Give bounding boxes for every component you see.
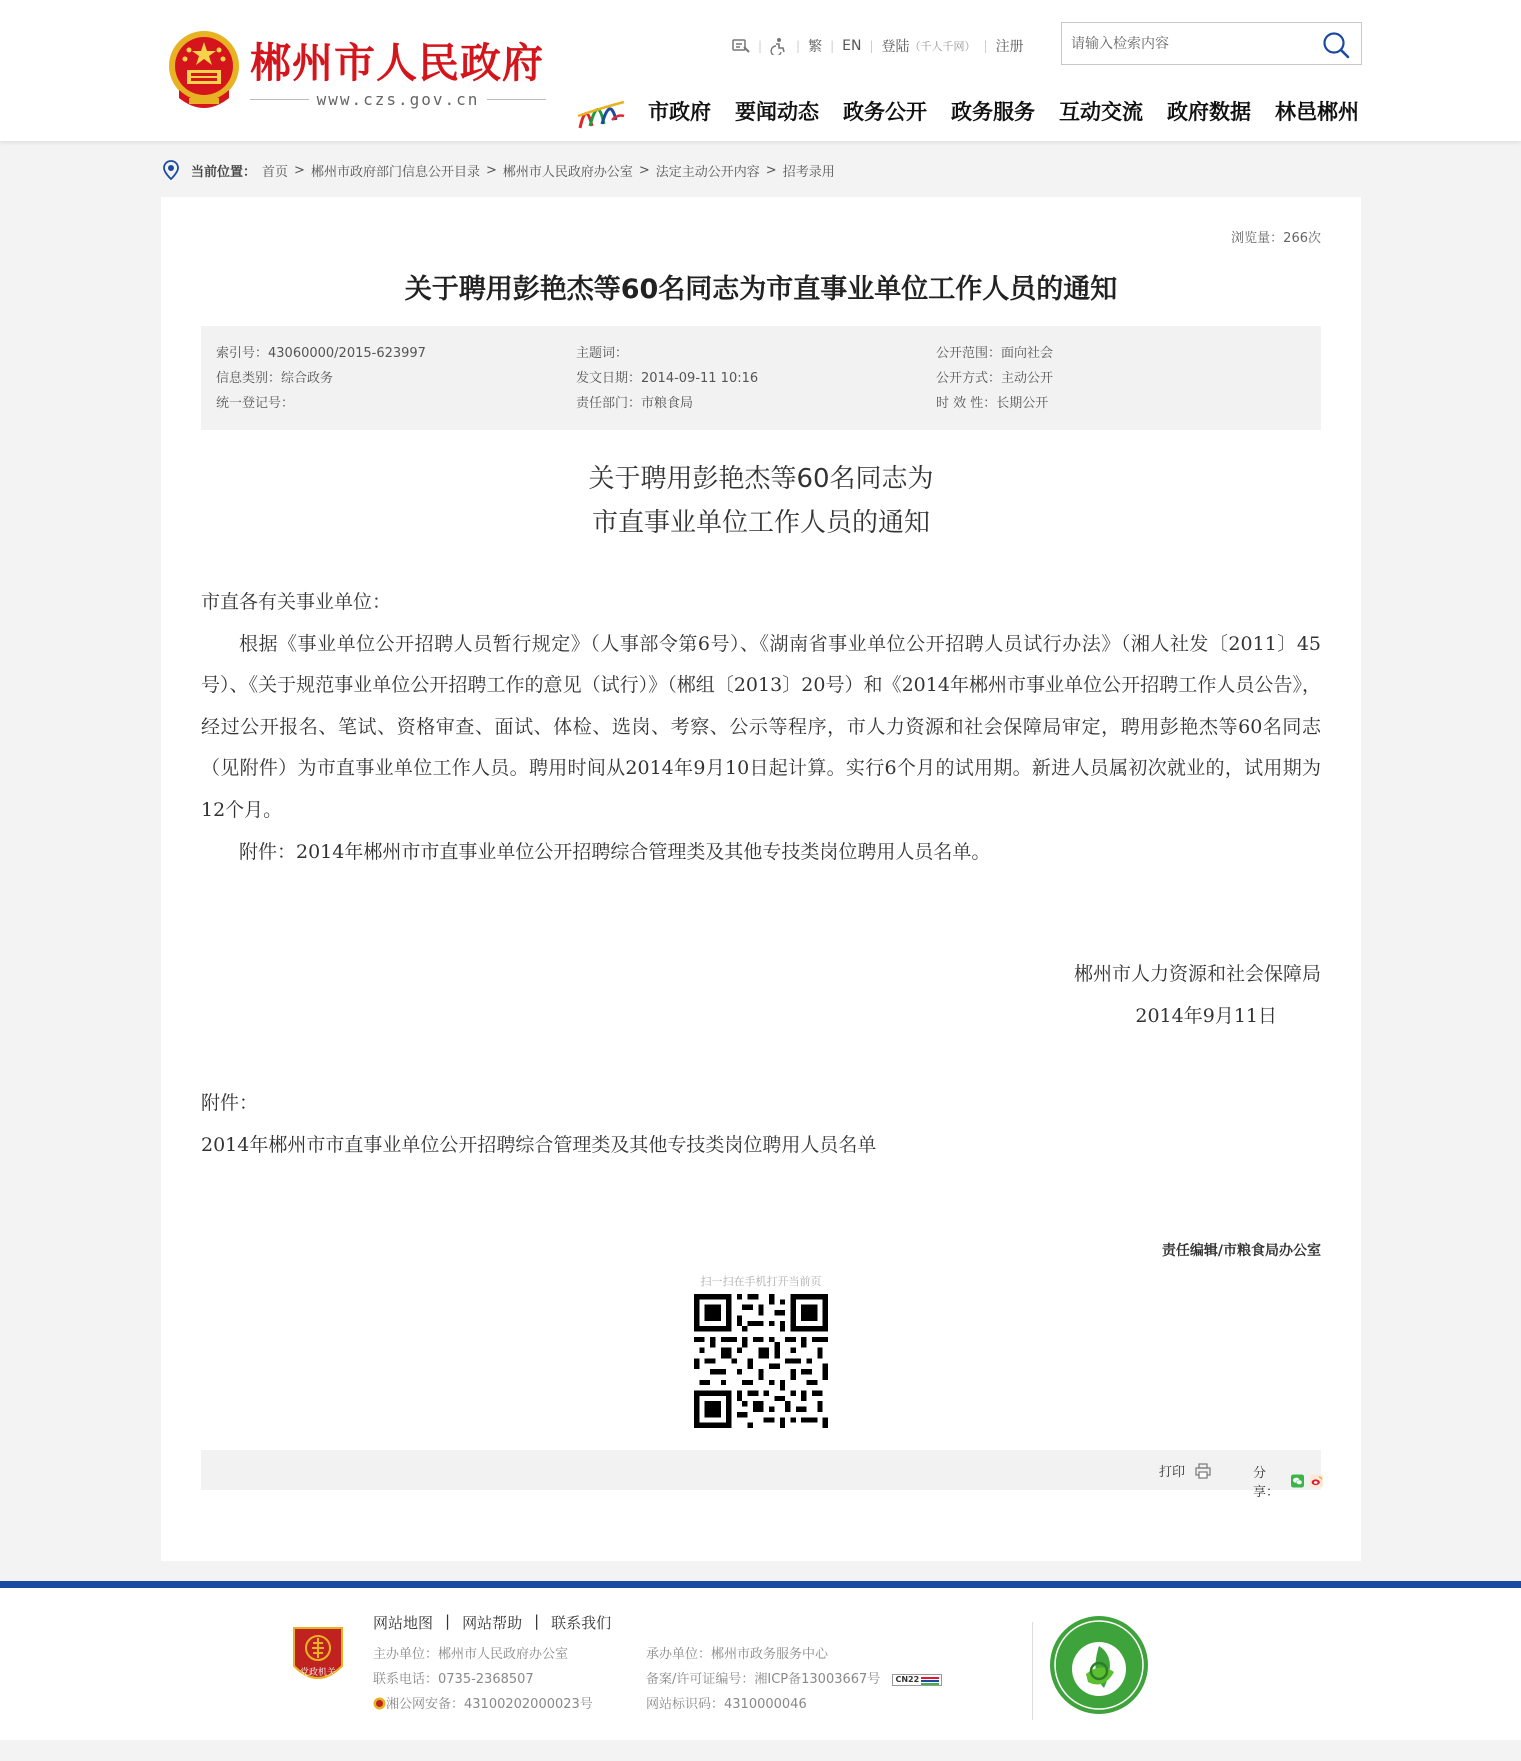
footer-link-contact[interactable]: 联系我们	[551, 1614, 612, 1632]
attachment-label: 附件：	[201, 1092, 259, 1114]
reading-mode-button[interactable]	[724, 38, 758, 54]
breadcrumb	[161, 158, 835, 182]
footer-info-left	[373, 1642, 593, 1717]
login-link[interactable]	[874, 36, 984, 56]
header-toolbar	[724, 34, 1032, 58]
breadcrumb-recruitment[interactable]: 招考录用	[782, 164, 835, 180]
meta-method: 公开方式：主动公开	[936, 371, 1054, 386]
signature	[1074, 954, 1321, 1037]
document-title	[161, 457, 1361, 545]
national-emblem-icon[interactable]	[165, 28, 243, 112]
badge-text: 党政机关	[299, 1668, 337, 1678]
footer-site-id: 网站标识码：4310000046	[646, 1697, 807, 1712]
meta-validity: 时 效 性：长期公开	[936, 396, 1049, 411]
footer-icp-text: 备案/许可证编号：湘ICP备13003667号	[646, 1672, 881, 1687]
article-title: 关于聘用彭艳杰等60名同志为市直事业单位工作人员的通知	[404, 274, 1118, 305]
toolbar-divider: |	[983, 39, 988, 53]
view-count: 浏览量：266次	[1231, 231, 1321, 246]
body-paragraph: 附件：2014年郴州市市直事业单位公开招聘综合管理类及其他专技类岗位聘用人员名单。	[239, 840, 991, 863]
search-input[interactable]	[1071, 31, 1311, 57]
civilized-site-seal-icon[interactable]	[1048, 1614, 1150, 1716]
responsible-editor: 责任编辑/市粮食局办公室	[1161, 1243, 1321, 1259]
login-note: （千人千网）	[909, 40, 976, 53]
share-label: 分享：	[1253, 1466, 1280, 1500]
toolbar-divider: |	[758, 39, 763, 53]
attachment-link[interactable]: 2014年郴州市市直事业单位公开招聘综合管理类及其他专技类岗位聘用人员名单	[201, 1133, 877, 1156]
cn22-stripe-red	[921, 1677, 939, 1679]
site-name[interactable]: 郴州市人民政府	[250, 39, 544, 87]
toolbar-divider: |	[830, 39, 835, 53]
domain-line-left	[250, 99, 309, 100]
breadcrumb-separator: >	[294, 162, 305, 178]
cn22-stripe-green	[921, 1683, 939, 1685]
qr-caption: 扫一扫在手机打开当前页	[700, 1275, 822, 1288]
nav-item-news[interactable]: 要闻动态	[735, 100, 819, 124]
meta-index-no: 索引号：43060000/2015-623997	[216, 346, 426, 361]
footer-sponsor: 主办单位：郴州市人民政府办公室	[373, 1647, 569, 1662]
footer-links	[373, 1612, 611, 1633]
cn22-icon[interactable]	[892, 1674, 942, 1686]
footer-link-separator: |	[445, 1612, 451, 1630]
qr-code-icon	[694, 1294, 828, 1428]
attachment-section	[201, 1083, 1321, 1166]
footer-divider	[1032, 1622, 1033, 1720]
cn22-stripe-blue	[921, 1680, 939, 1682]
breadcrumb-separator: >	[765, 162, 777, 178]
register-link[interactable]: 注册	[995, 39, 1024, 55]
meta-registration-no: 统一登记号：	[216, 396, 295, 411]
footer-phone: 联系电话：0735-2368507	[373, 1672, 534, 1687]
document-title-line-1: 关于聘用彭艳杰等60名同志为	[588, 464, 934, 494]
meta-publish-date: 发文日期：2014-09-11 10:16	[576, 371, 759, 386]
nav-item-government-services[interactable]: 政务服务	[951, 100, 1035, 124]
reading-mode-icon	[732, 38, 750, 54]
printer-icon	[1195, 1463, 1211, 1479]
chenzhou-logo-icon	[576, 90, 626, 134]
site-header	[0, 0, 1521, 141]
document-title-line-2: 市直事业单位工作人员的通知	[591, 508, 930, 538]
meta-info-type: 信息类别：综合政务	[216, 371, 334, 386]
domain-line-right	[487, 99, 546, 100]
nav-item-government-data[interactable]: 政府数据	[1167, 100, 1251, 124]
breadcrumb-home[interactable]: 首页	[262, 164, 289, 180]
footer-link-sitemap[interactable]: 网站地图	[373, 1614, 434, 1632]
print-label: 打印	[1159, 1465, 1186, 1480]
footer-police-record[interactable]	[373, 1692, 593, 1717]
cn22-label: CN22	[895, 1674, 920, 1684]
toolbar-divider: |	[869, 39, 874, 53]
body-paragraph: 根据《事业单位公开招聘人员暂行规定》（人事部令第6号）、《湖南省事业单位公开招聘人员试行办法》（湘人社发〔2011〕45号）、《关于规范事业单位公开招聘工作的意见（试行）》（郴组〔2013〕20号）和《2014年郴州市事业单位公开招聘工作人员公告》，经过公开报名、笔试、资格审查、面试、体检、选岗、考察、公示等程序，市人力资源和社会保障局审定，聘用彭艳杰等60名同志（见附件）为市直事业单位工作人员。聘用时间从2014年9月10日起计算。实行6个月的试用期。新进人员属初次就业的，试用期为12个月。	[201, 632, 1321, 821]
login-label: 登陆	[881, 39, 910, 55]
nav-item-city-government[interactable]: 市政府	[648, 100, 711, 124]
toolbar-divider: |	[796, 39, 801, 53]
signature-date: 2014年9月11日	[1135, 1004, 1277, 1027]
traditional-chinese-link[interactable]: 繁	[808, 39, 823, 55]
footer-info-right	[646, 1642, 942, 1717]
party-government-badge-icon[interactable]	[290, 1624, 346, 1688]
footer-link-separator: |	[534, 1612, 540, 1630]
article-body	[201, 582, 1321, 873]
footer-police-text: 湘公网安备：43100202000023号	[386, 1697, 593, 1712]
police-badge-icon	[373, 1697, 386, 1710]
signature-organization: 郴州市人力资源和社会保障局	[1073, 963, 1321, 985]
footer-bottom-strip	[0, 1740, 1521, 1761]
print-button[interactable]	[1159, 1461, 1211, 1480]
weibo-share-icon[interactable]	[1310, 1473, 1323, 1489]
footer-organizer: 承办单位：郴州市政务服务中心	[646, 1647, 829, 1662]
site-domain-row	[250, 88, 546, 110]
article-metadata	[201, 326, 1321, 430]
breadcrumb-statutory[interactable]: 法定主动公开内容	[655, 164, 760, 180]
nav-item-linyi-chenzhou[interactable]: 林邑郴州	[1275, 100, 1359, 124]
meta-scope: 公开范围：面向社会	[936, 346, 1054, 361]
site-footer	[0, 1588, 1521, 1740]
breadcrumb-directory[interactable]: 郴州市政府部门信息公开目录	[310, 164, 480, 180]
main-nav	[648, 96, 1359, 126]
breadcrumb-office[interactable]: 郴州市人民政府办公室	[502, 164, 633, 180]
wechat-share-icon[interactable]	[1291, 1473, 1304, 1489]
article-action-bar	[201, 1450, 1321, 1500]
breadcrumb-separator: >	[485, 162, 497, 178]
accessibility-icon	[770, 37, 788, 55]
share-group	[1253, 1462, 1323, 1500]
footer-icp[interactable]	[646, 1667, 942, 1692]
location-pin-icon	[161, 160, 181, 180]
article-card	[161, 197, 1361, 1561]
salutation: 市直各有关事业单位：	[201, 591, 392, 613]
site-domain: www.czs.gov.cn	[316, 89, 480, 109]
nav-item-government-affairs[interactable]: 政务公开	[843, 100, 927, 124]
search-box	[1061, 22, 1362, 65]
accessibility-button[interactable]	[762, 37, 796, 55]
search-icon[interactable]	[1321, 30, 1351, 60]
footer-link-help[interactable]: 网站帮助	[462, 1614, 523, 1632]
english-link[interactable]: EN	[842, 38, 862, 54]
breadcrumb-label: 当前位置：	[191, 164, 257, 180]
footer-top-line	[0, 1581, 1521, 1588]
breadcrumb-separator: >	[638, 162, 650, 178]
meta-department: 责任部门：市粮食局	[576, 396, 694, 411]
nav-item-interaction[interactable]: 互动交流	[1059, 100, 1143, 124]
meta-subject: 主题词：	[576, 346, 629, 361]
